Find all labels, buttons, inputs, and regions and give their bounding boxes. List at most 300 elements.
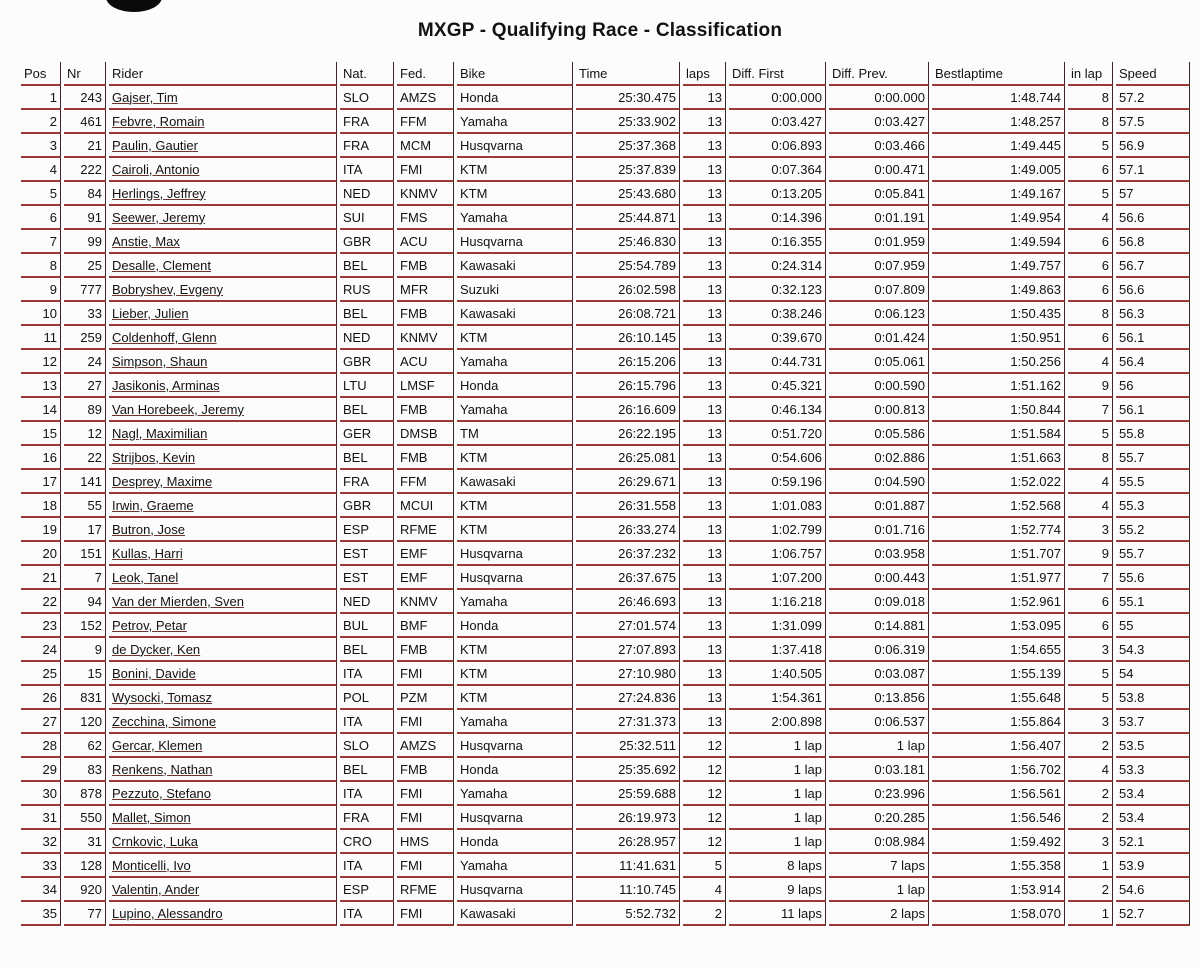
cell-diff_first: 0:32.123 [729, 278, 826, 302]
cell-nr: 25 [64, 254, 106, 278]
cell-rider [109, 518, 337, 542]
cell-time: 26:29.671 [576, 470, 680, 494]
cell-in_lap: 2 [1068, 782, 1113, 806]
cell-pos: 8 [21, 254, 61, 278]
cell-pos: 32 [21, 830, 61, 854]
cell-bestlaptime: 1:52.774 [932, 518, 1065, 542]
cell-speed: 56.1 [1116, 398, 1190, 422]
cell-rider [109, 254, 337, 278]
rider-link[interactable]: Valentin, Ander [112, 881, 200, 897]
cell-nr: 91 [64, 206, 106, 230]
column-header-time: Time [576, 62, 680, 86]
cell-diff_first: 1:37.418 [729, 638, 826, 662]
cell-diff_first: 0:46.134 [729, 398, 826, 422]
cell-rider [109, 350, 337, 374]
table-row [21, 782, 1190, 806]
cell-nr: 243 [64, 86, 106, 110]
cell-nat: BEL [340, 302, 394, 326]
rider-link[interactable]: Gajser, Tim [112, 89, 178, 105]
rider-link[interactable]: Monticelli, Ivo [112, 857, 191, 873]
rider-link[interactable]: Desprey, Maxime [112, 473, 213, 489]
cell-bestlaptime: 1:49.445 [932, 134, 1065, 158]
cell-bike: TM [457, 422, 573, 446]
cell-bike: Husqvarna [457, 734, 573, 758]
cell-time: 25:43.680 [576, 182, 680, 206]
column-header-diff_first: Diff. First [729, 62, 826, 86]
cell-bike: Husqvarna [457, 566, 573, 590]
classification-table [18, 62, 1193, 926]
cell-bike: Honda [457, 830, 573, 854]
cell-time: 26:16.609 [576, 398, 680, 422]
cell-bestlaptime: 1:53.095 [932, 614, 1065, 638]
rider-link[interactable]: Bonini, Davide [112, 665, 196, 681]
table-row [21, 134, 1190, 158]
table-row [21, 518, 1190, 542]
cell-bike: Husqvarna [457, 806, 573, 830]
cell-diff_prev: 0:03.181 [829, 758, 929, 782]
cell-laps: 12 [683, 734, 726, 758]
cell-rider [109, 182, 337, 206]
cell-rider [109, 806, 337, 830]
cell-diff_prev: 7 laps [829, 854, 929, 878]
cell-in_lap: 6 [1068, 230, 1113, 254]
cell-time: 26:08.721 [576, 302, 680, 326]
cell-speed: 57 [1116, 182, 1190, 206]
rider-link[interactable]: Cairoli, Antonio [112, 161, 200, 177]
cell-diff_first: 0:51.720 [729, 422, 826, 446]
cell-bestlaptime: 1:49.757 [932, 254, 1065, 278]
cell-time: 25:46.830 [576, 230, 680, 254]
cell-nr: 89 [64, 398, 106, 422]
cell-nat: BEL [340, 638, 394, 662]
rider-link[interactable]: Jasikonis, Arminas [112, 377, 220, 393]
cell-diff_prev: 0:04.590 [829, 470, 929, 494]
cell-diff_first: 1 lap [729, 734, 826, 758]
rider-link[interactable]: Van der Mierden, Sven [112, 593, 244, 609]
cell-fed: EMF [397, 566, 454, 590]
cell-bike: Husqvarna [457, 542, 573, 566]
table-row [21, 158, 1190, 182]
cell-bestlaptime: 1:55.864 [932, 710, 1065, 734]
rider-link[interactable]: Herlings, Jeffrey [112, 185, 206, 201]
cell-diff_first: 0:38.246 [729, 302, 826, 326]
cell-rider [109, 494, 337, 518]
cell-nr: 21 [64, 134, 106, 158]
cell-pos: 18 [21, 494, 61, 518]
table-row [21, 638, 1190, 662]
cell-bike: Yamaha [457, 398, 573, 422]
cell-diff_prev: 0:07.809 [829, 278, 929, 302]
cell-nat: SLO [340, 86, 394, 110]
cell-diff_first: 1 lap [729, 782, 826, 806]
cell-time: 5:52.732 [576, 902, 680, 926]
cell-rider [109, 134, 337, 158]
cell-pos: 22 [21, 590, 61, 614]
table-row [21, 902, 1190, 926]
cell-fed: LMSF [397, 374, 454, 398]
cell-bestlaptime: 1:56.546 [932, 806, 1065, 830]
cell-diff_prev: 2 laps [829, 902, 929, 926]
cell-bestlaptime: 1:51.707 [932, 542, 1065, 566]
cell-speed: 56.1 [1116, 326, 1190, 350]
cell-nr: 77 [64, 902, 106, 926]
cell-fed: MFR [397, 278, 454, 302]
cell-rider [109, 158, 337, 182]
rider-link[interactable]: Nagl, Maximilian [112, 425, 208, 441]
cell-speed: 53.5 [1116, 734, 1190, 758]
cell-pos: 21 [21, 566, 61, 590]
column-header-nat: Nat. [340, 62, 394, 86]
cell-bestlaptime: 1:52.568 [932, 494, 1065, 518]
cell-nat: ESP [340, 518, 394, 542]
table-row [21, 374, 1190, 398]
cell-nat: GER [340, 422, 394, 446]
cell-laps: 13 [683, 350, 726, 374]
column-header-fed: Fed. [397, 62, 454, 86]
table-row [21, 830, 1190, 854]
cell-in_lap: 3 [1068, 518, 1113, 542]
cell-laps: 13 [683, 278, 726, 302]
cell-fed: FMB [397, 398, 454, 422]
cell-pos: 26 [21, 686, 61, 710]
column-header-pos: Pos [21, 62, 61, 86]
cell-diff_first: 0:45.321 [729, 374, 826, 398]
cell-diff_first: 1:31.099 [729, 614, 826, 638]
cell-nr: 15 [64, 662, 106, 686]
cell-nat: ITA [340, 662, 394, 686]
cell-bike: Yamaha [457, 206, 573, 230]
rider-link[interactable]: Kullas, Harri [112, 545, 183, 561]
cell-time: 25:32.511 [576, 734, 680, 758]
cell-fed: PZM [397, 686, 454, 710]
cell-time: 25:33.902 [576, 110, 680, 134]
table-row [21, 398, 1190, 422]
cell-time: 27:31.373 [576, 710, 680, 734]
cell-laps: 13 [683, 566, 726, 590]
cell-speed: 55.7 [1116, 542, 1190, 566]
cell-in_lap: 3 [1068, 830, 1113, 854]
cell-diff_first: 0:07.364 [729, 158, 826, 182]
cell-diff_first: 1 lap [729, 806, 826, 830]
cell-diff_first: 0:54.606 [729, 446, 826, 470]
cell-rider [109, 590, 337, 614]
cell-pos: 1 [21, 86, 61, 110]
cell-bike: Yamaha [457, 110, 573, 134]
cell-speed: 55.8 [1116, 422, 1190, 446]
table-row [21, 182, 1190, 206]
cell-bestlaptime: 1:54.655 [932, 638, 1065, 662]
cell-pos: 12 [21, 350, 61, 374]
rider-link[interactable]: Anstie, Max [112, 233, 180, 249]
cell-nr: 461 [64, 110, 106, 134]
cell-in_lap: 8 [1068, 446, 1113, 470]
cell-nat: BEL [340, 254, 394, 278]
cell-speed: 55.5 [1116, 470, 1190, 494]
cell-nat: BEL [340, 446, 394, 470]
cell-bestlaptime: 1:56.561 [932, 782, 1065, 806]
cell-diff_first: 0:13.205 [729, 182, 826, 206]
cell-nat: ITA [340, 902, 394, 926]
table-row [21, 734, 1190, 758]
cell-pos: 33 [21, 854, 61, 878]
cell-fed: FMB [397, 446, 454, 470]
cell-rider [109, 662, 337, 686]
cell-pos: 27 [21, 710, 61, 734]
cell-diff_prev: 0:03.466 [829, 134, 929, 158]
cell-rider [109, 854, 337, 878]
cell-time: 27:07.893 [576, 638, 680, 662]
cell-time: 26:25.081 [576, 446, 680, 470]
cell-speed: 56.4 [1116, 350, 1190, 374]
cell-rider [109, 422, 337, 446]
cell-nat: FRA [340, 806, 394, 830]
cell-diff_prev: 0:06.537 [829, 710, 929, 734]
cell-speed: 54.3 [1116, 638, 1190, 662]
cell-speed: 55.1 [1116, 590, 1190, 614]
rider-link[interactable]: Irwin, Graeme [112, 497, 194, 513]
cell-time: 26:28.957 [576, 830, 680, 854]
cell-pos: 2 [21, 110, 61, 134]
table-row [21, 422, 1190, 446]
rider-link[interactable]: Seewer, Jeremy [112, 209, 206, 225]
rider-link[interactable]: Lupino, Alessandro [112, 905, 223, 921]
cell-in_lap: 2 [1068, 878, 1113, 902]
cell-diff_prev: 1 lap [829, 734, 929, 758]
cell-rider [109, 326, 337, 350]
rider-link[interactable]: Desalle, Clement [112, 257, 211, 273]
cell-fed: HMS [397, 830, 454, 854]
cell-bike: Husqvarna [457, 134, 573, 158]
cell-fed: FMI [397, 902, 454, 926]
cell-bike: KTM [457, 446, 573, 470]
cell-fed: EMF [397, 542, 454, 566]
cell-bestlaptime: 1:58.070 [932, 902, 1065, 926]
cell-time: 27:24.836 [576, 686, 680, 710]
cell-bike: KTM [457, 494, 573, 518]
cell-bike: KTM [457, 686, 573, 710]
rider-link[interactable]: Simpson, Shaun [112, 353, 208, 369]
cell-diff_first: 1:02.799 [729, 518, 826, 542]
cell-speed: 56.6 [1116, 206, 1190, 230]
cell-bestlaptime: 1:52.961 [932, 590, 1065, 614]
cell-diff_prev: 1 lap [829, 878, 929, 902]
cell-laps: 13 [683, 374, 726, 398]
cell-rider [109, 446, 337, 470]
cell-laps: 13 [683, 494, 726, 518]
rider-link[interactable]: Gercar, Klemen [112, 737, 203, 753]
cell-in_lap: 2 [1068, 806, 1113, 830]
cell-in_lap: 7 [1068, 566, 1113, 590]
cell-pos: 34 [21, 878, 61, 902]
cell-bestlaptime: 1:49.005 [932, 158, 1065, 182]
cell-diff_first: 0:44.731 [729, 350, 826, 374]
rider-link[interactable]: de Dycker, Ken [112, 641, 201, 657]
cell-in_lap: 5 [1068, 686, 1113, 710]
cell-fed: FMI [397, 854, 454, 878]
cell-bike: Kawasaki [457, 302, 573, 326]
column-header-nr: Nr [64, 62, 106, 86]
rider-link[interactable]: Strijbos, Kevin [112, 449, 196, 465]
cell-pos: 3 [21, 134, 61, 158]
cell-in_lap: 6 [1068, 254, 1113, 278]
cell-bestlaptime: 1:49.863 [932, 278, 1065, 302]
cell-rider [109, 782, 337, 806]
cell-nr: 94 [64, 590, 106, 614]
cell-bike: Yamaha [457, 782, 573, 806]
cell-laps: 13 [683, 518, 726, 542]
rider-link[interactable]: Lieber, Julien [112, 305, 189, 321]
table-row [21, 542, 1190, 566]
rider-link[interactable]: Pezzuto, Stefano [112, 785, 212, 801]
cell-time: 26:10.145 [576, 326, 680, 350]
cell-fed: FFM [397, 470, 454, 494]
rider-link[interactable]: Wysocki, Tomasz [112, 689, 213, 705]
cell-bike: KTM [457, 662, 573, 686]
cell-bestlaptime: 1:50.256 [932, 350, 1065, 374]
cell-fed: KNMV [397, 590, 454, 614]
column-header-diff_prev: Diff. Prev. [829, 62, 929, 86]
cell-bestlaptime: 1:48.257 [932, 110, 1065, 134]
cell-pos: 16 [21, 446, 61, 470]
cell-diff_prev: 0:03.087 [829, 662, 929, 686]
rider-link[interactable]: Leok, Tanel [112, 569, 179, 585]
cell-fed: RFME [397, 518, 454, 542]
cell-fed: FMB [397, 254, 454, 278]
cell-pos: 11 [21, 326, 61, 350]
cell-time: 25:30.475 [576, 86, 680, 110]
cell-nr: 151 [64, 542, 106, 566]
cell-fed: DMSB [397, 422, 454, 446]
cell-speed: 55.7 [1116, 446, 1190, 470]
cell-diff_first: 1:07.200 [729, 566, 826, 590]
cell-diff_first: 0:14.396 [729, 206, 826, 230]
cell-diff_prev: 0:01.424 [829, 326, 929, 350]
rider-link[interactable]: Coldenhoff, Glenn [112, 329, 217, 345]
cell-diff_first: 1 lap [729, 830, 826, 854]
rider-link[interactable]: Renkens, Nathan [112, 761, 213, 777]
cell-nat: ESP [340, 878, 394, 902]
cell-laps: 13 [683, 446, 726, 470]
rider-link[interactable]: Paulin, Gautier [112, 137, 198, 153]
cell-nr: 84 [64, 182, 106, 206]
cell-pos: 15 [21, 422, 61, 446]
rider-link[interactable]: Bobryshev, Evgeny [112, 281, 224, 297]
rider-link[interactable]: Mallet, Simon [112, 809, 191, 825]
cell-nr: 141 [64, 470, 106, 494]
cell-nr: 99 [64, 230, 106, 254]
cell-nat: SLO [340, 734, 394, 758]
cell-diff_prev: 0:20.285 [829, 806, 929, 830]
cell-nr: 222 [64, 158, 106, 182]
cell-diff_prev: 0:09.018 [829, 590, 929, 614]
table-row [21, 878, 1190, 902]
cell-speed: 56.7 [1116, 254, 1190, 278]
cell-rider [109, 734, 337, 758]
cell-in_lap: 8 [1068, 110, 1113, 134]
cell-bike: Kawasaki [457, 902, 573, 926]
rider-link[interactable]: Zecchina, Simone [112, 713, 217, 729]
cell-laps: 13 [683, 542, 726, 566]
table-row [21, 446, 1190, 470]
rider-link[interactable]: Febvre, Romain [112, 113, 205, 129]
cell-fed: ACU [397, 230, 454, 254]
cell-time: 25:44.871 [576, 206, 680, 230]
table-row [21, 350, 1190, 374]
cell-bestlaptime: 1:55.358 [932, 854, 1065, 878]
cell-pos: 20 [21, 542, 61, 566]
cell-fed: FMS [397, 206, 454, 230]
table-row [21, 710, 1190, 734]
cell-time: 26:46.693 [576, 590, 680, 614]
cell-pos: 30 [21, 782, 61, 806]
cell-nr: 550 [64, 806, 106, 830]
table-row [21, 206, 1190, 230]
cell-diff_first: 1:54.361 [729, 686, 826, 710]
cell-diff_prev: 0:00.443 [829, 566, 929, 590]
cell-rider [109, 398, 337, 422]
cell-rider [109, 710, 337, 734]
rider-link[interactable]: Crnkovic, Luka [112, 833, 198, 849]
cell-diff_first: 0:03.427 [729, 110, 826, 134]
cell-pos: 23 [21, 614, 61, 638]
cell-nat: NED [340, 590, 394, 614]
cell-speed: 56 [1116, 374, 1190, 398]
cell-bestlaptime: 1:59.492 [932, 830, 1065, 854]
cell-bestlaptime: 1:50.435 [932, 302, 1065, 326]
cell-time: 26:15.206 [576, 350, 680, 374]
cell-rider [109, 278, 337, 302]
cell-rider [109, 374, 337, 398]
cell-speed: 55.3 [1116, 494, 1190, 518]
cell-in_lap: 6 [1068, 326, 1113, 350]
cell-in_lap: 6 [1068, 590, 1113, 614]
cell-in_lap: 4 [1068, 350, 1113, 374]
rider-link[interactable]: Butron, Jose [112, 521, 185, 537]
column-header-laps: laps [683, 62, 726, 86]
cell-diff_prev: 0:13.856 [829, 686, 929, 710]
cell-in_lap: 4 [1068, 758, 1113, 782]
cell-bike: Kawasaki [457, 254, 573, 278]
cell-bike: Husqvarna [457, 878, 573, 902]
cell-fed: FMB [397, 302, 454, 326]
cell-in_lap: 3 [1068, 710, 1113, 734]
cell-in_lap: 1 [1068, 902, 1113, 926]
cell-fed: KNMV [397, 182, 454, 206]
rider-link[interactable]: Van Horebeek, Jeremy [112, 401, 244, 417]
cell-fed: FMI [397, 710, 454, 734]
cell-pos: 24 [21, 638, 61, 662]
cell-speed: 56.3 [1116, 302, 1190, 326]
cell-bike: KTM [457, 182, 573, 206]
cell-rider [109, 902, 337, 926]
cell-rider [109, 614, 337, 638]
cell-in_lap: 6 [1068, 278, 1113, 302]
rider-link[interactable]: Petrov, Petar [112, 617, 187, 633]
cell-bike: Husqvarna [457, 230, 573, 254]
cell-diff_prev: 0:00.471 [829, 158, 929, 182]
cell-nr: 27 [64, 374, 106, 398]
cell-bike: Yamaha [457, 350, 573, 374]
cell-nat: BEL [340, 398, 394, 422]
cell-bestlaptime: 1:50.844 [932, 398, 1065, 422]
cell-nat: SUI [340, 206, 394, 230]
cell-bestlaptime: 1:52.022 [932, 470, 1065, 494]
cell-nr: 152 [64, 614, 106, 638]
cell-in_lap: 9 [1068, 542, 1113, 566]
table-row [21, 278, 1190, 302]
cell-rider [109, 230, 337, 254]
cell-bestlaptime: 1:51.162 [932, 374, 1065, 398]
